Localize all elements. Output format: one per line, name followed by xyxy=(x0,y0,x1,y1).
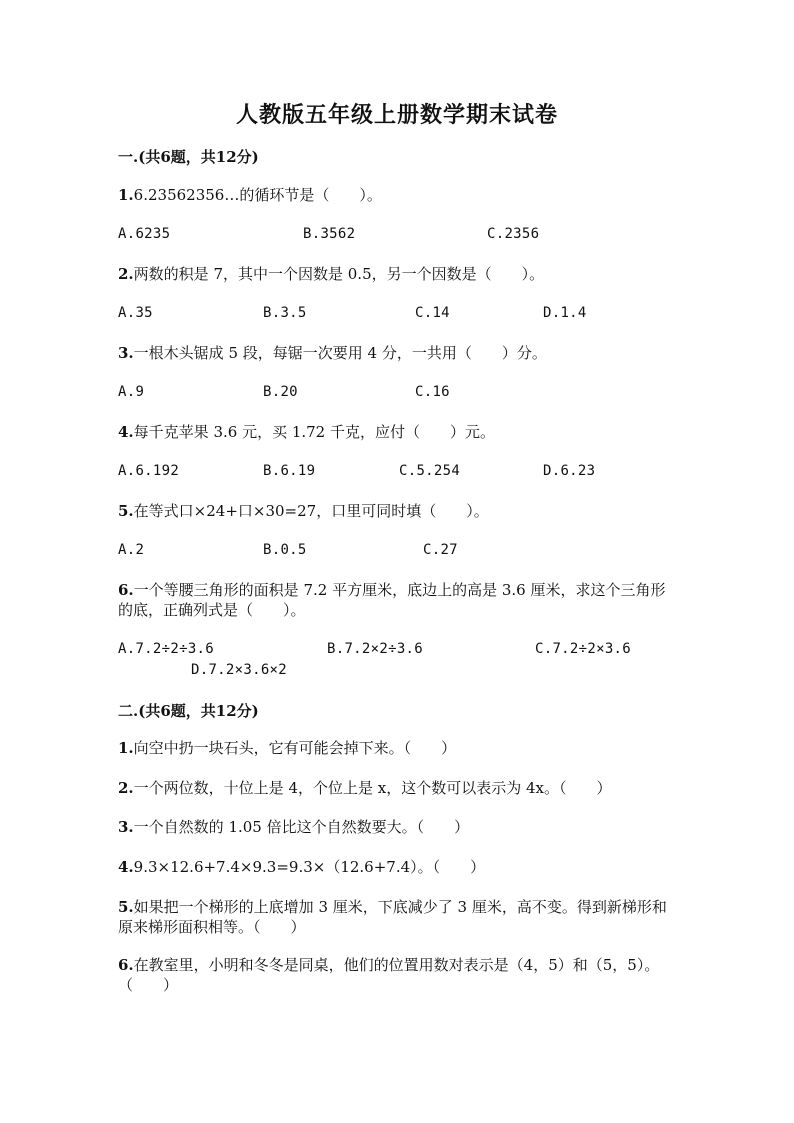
question-text: 6.23562356…的循环节是（ ）。 xyxy=(133,186,382,204)
option-a: A.35 xyxy=(118,305,153,321)
option-c: C.2356 xyxy=(487,226,540,242)
question-1-4 xyxy=(118,422,678,443)
question-2-6 xyxy=(118,955,678,995)
option-c: C.27 xyxy=(423,542,458,558)
option-c: C.16 xyxy=(415,384,450,400)
question-2-3 xyxy=(118,817,678,838)
question-number: 1. xyxy=(118,739,134,757)
option-b: B.20 xyxy=(263,384,298,400)
question-1-3 xyxy=(118,343,678,364)
option-c: C.14 xyxy=(415,305,450,321)
question-number: 4. xyxy=(118,423,134,441)
question-1-5 xyxy=(118,501,678,522)
question-1-1 xyxy=(118,185,678,206)
question-number: 3. xyxy=(118,818,134,836)
question-1-6 xyxy=(118,580,678,620)
question-number: 5. xyxy=(118,502,134,520)
option-d: D.6.23 xyxy=(543,463,596,479)
page-title: 人教版五年级上册数学期末试卷 xyxy=(235,102,558,128)
option-b: B.3562 xyxy=(303,226,356,242)
option-c: C.7.2÷2×3.6 xyxy=(535,641,632,657)
question-text: 在等式口×24+口×30=27，口里可同时填（ ）。 xyxy=(133,502,489,520)
question-2-5 xyxy=(118,897,678,937)
option-a: A.2 xyxy=(118,542,145,558)
question-text: 9.3×12.6+7.4×9.3=9.3×（12.6+7.4）。（ ） xyxy=(133,858,486,876)
question-number: 6. xyxy=(118,581,134,599)
option-b: B.3.5 xyxy=(263,305,307,321)
question-text: 一个等腰三角形的面积是 7.2 平方厘米，底边上的高是 3.6 厘米，求这个三角形的底，正确列式是（ ）。 xyxy=(118,581,666,619)
option-c: C.5.254 xyxy=(399,463,461,479)
question-number: 1. xyxy=(118,186,134,204)
question-2-1 xyxy=(118,738,678,759)
option-b: B.0.5 xyxy=(263,542,307,558)
option-d: D.7.2×3.6×2 xyxy=(191,662,288,678)
question-number: 2. xyxy=(118,779,134,797)
section-heading-1: 一.(共6题，共12分) xyxy=(118,148,259,166)
question-number: 4. xyxy=(118,858,134,876)
question-1-2 xyxy=(118,264,678,285)
option-d: D.1.4 xyxy=(543,305,587,321)
question-text: 一个自然数的 1.05 倍比这个自然数要大。（ ） xyxy=(133,818,470,836)
question-text: 如果把一个梯形的上底增加 3 厘米，下底减少了 3 厘米，高不变。得到新梯形和原来梯形面积相等。（ ） xyxy=(118,898,667,936)
option-a: A.6235 xyxy=(118,226,171,242)
question-2-2 xyxy=(118,778,678,799)
option-a: A.6.192 xyxy=(118,463,180,479)
question-2-4 xyxy=(118,857,678,878)
question-number: 3. xyxy=(118,344,134,362)
question-number: 6. xyxy=(118,956,134,974)
question-text: 一个两位数，十位上是 4，个位上是 x，这个数可以表示为 4x。（ ） xyxy=(133,779,612,797)
question-text: 每千克苹果 3.6 元，买 1.72 千克，应付（ ）元。 xyxy=(133,423,495,441)
option-a: A.9 xyxy=(118,384,145,400)
question-text: 向空中扔一块石头，它有可能会掉下来。（ ） xyxy=(133,739,457,757)
section-heading-2: 二.(共6题，共12分) xyxy=(118,702,259,720)
option-b: B.6.19 xyxy=(263,463,316,479)
question-number: 2. xyxy=(118,265,134,283)
option-a: A.7.2÷2÷3.6 xyxy=(118,641,215,657)
question-number: 5. xyxy=(118,898,134,916)
question-text: 在教室里，小明和冬冬是同桌，他们的位置用数对表示是（4，5）和（5，5）。（ ） xyxy=(118,956,660,994)
question-text: 两数的积是 7，其中一个因数是 0.5，另一个因数是（ ）。 xyxy=(133,265,545,283)
question-text: 一根木头锯成 5 段，每锯一次要用 4 分，一共用（ ）分。 xyxy=(133,344,547,362)
option-b: B.7.2×2÷3.6 xyxy=(327,641,424,657)
